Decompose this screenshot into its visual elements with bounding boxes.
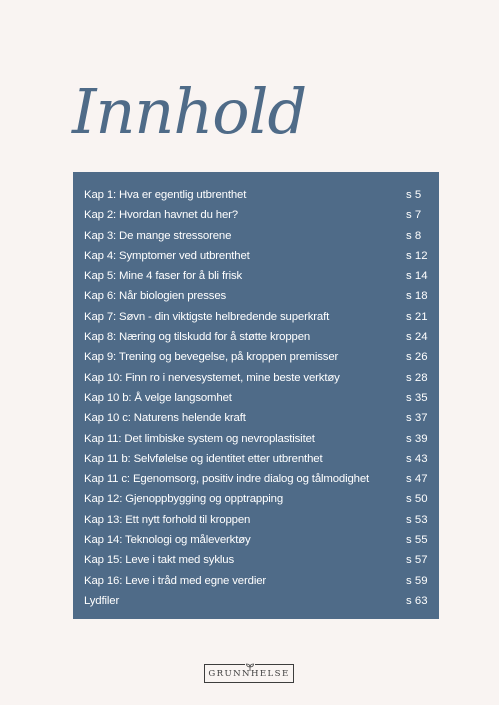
- toc-entry[interactable]: [73, 185, 439, 205]
- toc-entry[interactable]: [73, 307, 439, 327]
- toc-entry-page: s 12: [406, 249, 428, 262]
- toc-entry-label: Kap 10 c: Naturens helende kraft: [84, 412, 246, 425]
- toc-entry-page: s 7: [406, 209, 422, 222]
- toc-entry-page: s 24: [406, 331, 428, 344]
- toc-entry[interactable]: [73, 408, 439, 428]
- toc-entry[interactable]: [73, 591, 439, 611]
- toc-entry-label: Kap 12: Gjenoppbygging og opptrapping: [84, 493, 284, 506]
- brand-logo: [204, 664, 294, 683]
- toc-entry[interactable]: [73, 429, 439, 449]
- sprout-icon: [245, 658, 255, 666]
- toc-entry-label: Kap 10 b: Å velge langsomhet: [84, 391, 232, 404]
- toc-entry[interactable]: [73, 469, 439, 489]
- toc-entry-label: Kap 16: Leve i tråd med egne verdier: [84, 574, 267, 587]
- toc-entry[interactable]: [73, 510, 439, 530]
- toc-entry-label: Lydfiler: [84, 594, 120, 607]
- toc-entry[interactable]: [73, 530, 439, 550]
- toc-entry-label: Kap 6: Når biologien presses: [84, 290, 227, 303]
- toc-entry-page: s 43: [406, 452, 428, 465]
- toc-entry-page: s 55: [406, 534, 428, 547]
- toc-entry-page: s 5: [406, 189, 422, 201]
- toc-entry-page: s 53: [406, 513, 428, 526]
- toc-entry-label: Kap 9: Trening og bevegelse, på kroppen premisser: [84, 351, 339, 364]
- toc-entry-page: s 39: [406, 432, 428, 445]
- toc-entry-page: s 21: [406, 310, 428, 323]
- toc-entry[interactable]: [73, 489, 439, 509]
- toc-entry-page: s 14: [406, 270, 428, 283]
- toc-entry-page: s 26: [406, 351, 428, 364]
- toc-entry-page: s 59: [406, 574, 428, 587]
- toc-entry-label: Kap 14: Teknologi og måleverktøy: [84, 534, 251, 547]
- toc-list: [73, 185, 439, 611]
- toc-entry-label: Kap 11 b: Selvfølelse og identitet etter utbrenthet: [84, 452, 323, 465]
- toc-entry-page: s 50: [406, 493, 428, 506]
- toc-entry[interactable]: [73, 266, 439, 286]
- toc-entry-page: s 18: [406, 290, 428, 303]
- toc-entry[interactable]: [73, 571, 439, 591]
- toc-entry[interactable]: [73, 286, 439, 306]
- toc-entry-page: s 47: [406, 473, 428, 486]
- brand-logo-text: GRUNNHELSE: [208, 668, 290, 679]
- toc-entry[interactable]: [73, 226, 439, 246]
- toc-entry-page: s 28: [406, 371, 428, 384]
- toc-entry-label: Kap 11: Det limbiske system og nevroplastisitet: [84, 432, 315, 445]
- table-of-contents: [73, 172, 439, 619]
- toc-entry-page: s 35: [406, 391, 428, 404]
- toc-entry-label: Kap 4: Symptomer ved utbrenthet: [84, 249, 250, 262]
- toc-entry[interactable]: [73, 347, 439, 367]
- toc-entry-label: Kap 11 c: Egenomsorg, positiv indre dialog og tålmodighet: [84, 473, 370, 486]
- toc-entry[interactable]: [73, 246, 439, 266]
- toc-entry-label: Kap 1: Hva er egentlig utbrenthet: [84, 189, 247, 201]
- toc-entry-label: Kap 8: Næring og tilskudd for å støtte kroppen: [84, 331, 311, 344]
- toc-entry-label: Kap 13: Ett nytt forhold til kroppen: [84, 513, 251, 526]
- toc-entry[interactable]: [73, 388, 439, 408]
- toc-entry-page: s 57: [406, 554, 428, 567]
- toc-entry-label: Kap 15: Leve i takt med syklus: [84, 554, 234, 567]
- toc-entry-label: Kap 3: De mange stressorene: [84, 229, 232, 242]
- toc-entry-page: s 63: [406, 594, 428, 607]
- toc-entry-label: Kap 5: Mine 4 faser for å bli frisk: [84, 270, 243, 283]
- toc-entry[interactable]: [73, 550, 439, 570]
- toc-entry-label: Kap 2: Hvordan havnet du her?: [84, 209, 238, 222]
- page-title: Innhold: [72, 75, 307, 148]
- toc-entry-label: Kap 7: Søvn - din viktigste helbredende superkraft: [84, 310, 330, 323]
- toc-entry[interactable]: [73, 327, 439, 347]
- toc-entry-page: s 37: [406, 412, 428, 425]
- toc-entry-page: s 8: [406, 229, 422, 242]
- toc-entry[interactable]: [73, 449, 439, 469]
- toc-entry-label: Kap 10: Finn ro i nervesystemet, mine beste verktøy: [84, 371, 340, 384]
- toc-entry[interactable]: [73, 368, 439, 388]
- toc-entry[interactable]: [73, 205, 439, 225]
